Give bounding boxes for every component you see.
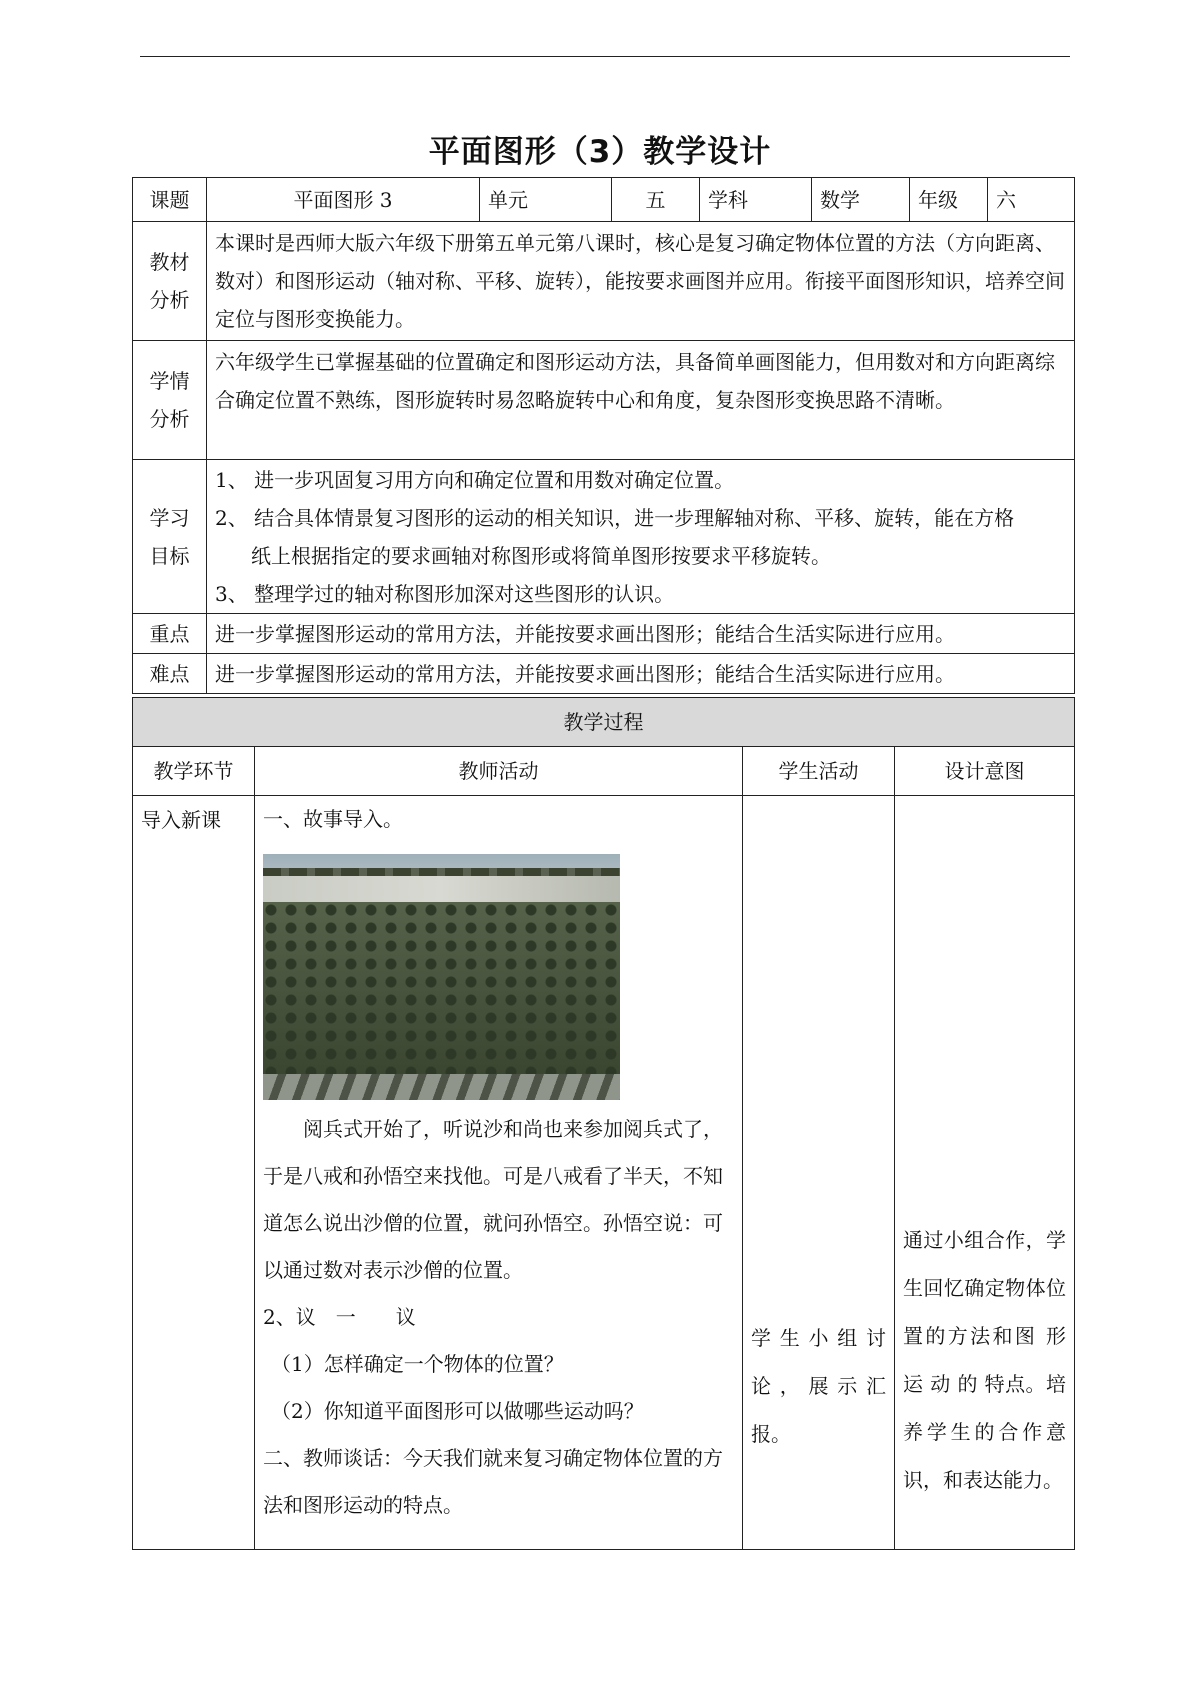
subject-label: 学科 [700,178,812,222]
process-header-row [133,747,1075,796]
learner-text: 六年级学生已掌握基础的位置确定和图形运动方法，具备简单画图能力，但用数对和方向距离综合确定位置不熟练，图形旋转时易忽略旋转中心和角度，复杂图形变换思路不清晰。 [207,341,1075,460]
goal-item-2-cont: 纸上根据指定的要求画轴对称图形或将简单图形按要求平移旋转。 [251,543,831,568]
header-rule [140,56,1070,57]
page-title: 平面图形（3）教学设计 [428,134,772,170]
header-teacher: 教师活动 [255,747,743,796]
goals-label [133,460,207,614]
stage-cell: 导入新课 [133,796,255,1550]
teaching-process-table [132,697,1075,1550]
grade-label: 年级 [910,178,988,222]
unit-label: 单元 [480,178,612,222]
question-2: （2）你知道平面图形可以做哪些运动吗？ [271,1399,644,1423]
story-heading: 一、故事导入。 [263,807,403,831]
key-point-label: 重点 [133,614,207,654]
student-activity-cell: 学 生 小 组 讨论，展示汇报。 [743,796,895,1550]
design-intent-cell: 通过小组合作，学生回忆确定物体位置的方法和图 形 运 动 的 特点。培养学生的合作意识，和表达能力。 [895,796,1075,1550]
goal-item-1: 1、 进一步巩固复习用方向和确定位置和用数对确定位置。 [215,467,735,492]
goals-row [133,460,1075,614]
question-1: （1）怎样确定一个物体的位置？ [271,1352,564,1376]
material-label [133,222,207,341]
topic-label: 课题 [133,178,207,222]
teacher-activity-cell [255,796,743,1550]
photo-shadows [263,1074,620,1100]
topic-value: 平面图形 3 [207,178,480,222]
learner-label-line2: 分析 [149,407,190,431]
topic-row [133,178,1075,222]
goals-list [207,460,1075,614]
intro-row [133,796,1075,1550]
key-point-text: 进一步掌握图形运动的常用方法，并能按要求画出图形；能结合生活实际进行应用。 [207,614,1075,654]
header-intent: 设计意图 [895,747,1075,796]
material-label-line1: 教材 [149,250,190,274]
goal-item-2: 2、 结合具体情景复习图形的运动的相关知识，进一步理解轴对称、平移、旋转，能在方格 [215,505,1015,530]
header-stage: 教学环节 [133,747,255,796]
goals-label-line1: 学习 [149,505,190,530]
difficult-point-label: 难点 [133,654,207,694]
parade-photo [263,854,620,1100]
story-text: 阅兵式开始了，听说沙和尚也来参加阅兵式了，于是八戒和孙悟空来找他。可是八戒看了半天，不知道怎么说出沙僧的位置，就问孙悟空。孙悟空说：可以通过数对表示沙僧的位置。 [263,1117,723,1282]
unit-value: 五 [612,178,700,222]
learner-label-line1: 学情 [149,369,190,393]
learner-row [133,341,1075,460]
process-band-row [133,698,1075,747]
difficult-point-text: 进一步掌握图形运动的常用方法，并能按要求画出图形；能结合生活实际进行应用。 [207,654,1075,694]
goal-item-3: 3、 整理学过的轴对称图形加深对这些图形的认识。 [215,581,675,606]
difficult-point-row [133,654,1075,694]
lesson-info-table [132,177,1075,694]
discuss-heading: 2、议 一 议 [263,1305,416,1329]
header-student: 学生活动 [743,747,895,796]
teacher-talk: 二、教师谈话：今天我们就来复习确定物体位置的方法和图形运动的特点。 [263,1446,723,1517]
material-label-line2: 分析 [149,288,190,312]
photo-road [263,876,620,904]
learner-label [133,341,207,460]
material-row [133,222,1075,341]
process-band: 教学过程 [133,698,1075,747]
photo-troops [263,902,620,1080]
grade-value: 六 [988,178,1075,222]
key-point-row [133,614,1075,654]
material-text: 本课时是西师大版六年级下册第五单元第八课时，核心是复习确定物体位置的方法（方向距离、数对）和图形运动（轴对称、平移、旋转），能按要求画图并应用。衔接平面图形知识，培养空间定位与图形变换能力。 [207,222,1075,341]
goals-label-line2: 目标 [149,543,190,568]
subject-value: 数学 [812,178,910,222]
